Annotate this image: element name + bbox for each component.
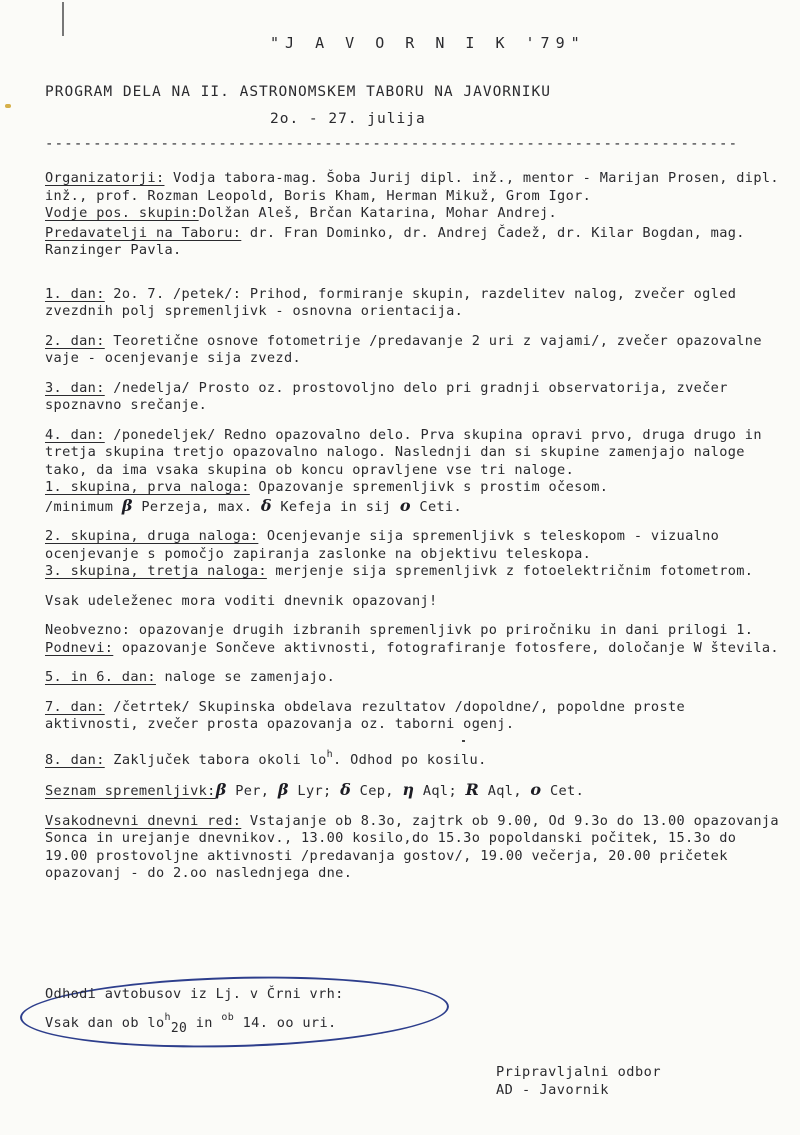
group-2-label: 2. skupina, druga naloga:	[45, 528, 259, 544]
day-7-label: 7. dan:	[45, 698, 105, 715]
day-8-sup: h	[326, 748, 334, 760]
beta-per-symbol: β	[215, 780, 227, 799]
group-leaders-label: Vodje pos. skupin:	[45, 205, 199, 221]
organizers-text: Vodja tabora-mag. Šoba Jurij dipl. inž., mentor - Marijan Prosen, dipl. inž., prof. Rozman Leopold, Boris Kham, Herman Mikuž, Grom Igor.	[45, 170, 779, 204]
signature-block	[496, 1063, 661, 1099]
optional-note: Neobvezno: opazovanje drugih izbranih spremenljivk po priročniku in dani prilogi 1.	[45, 622, 754, 638]
lecturers-label: Predavatelji na Taboru:	[45, 224, 242, 241]
day-2-label: 2. dan:	[45, 332, 105, 349]
variables-paragraph	[45, 781, 785, 801]
organizers-label: Organizatorji:	[45, 170, 165, 186]
group-1-label: 1. skupina, prva naloga:	[45, 479, 250, 495]
bus-sup2: ob	[221, 1012, 235, 1023]
bus-sub: 20	[170, 1021, 188, 1036]
day-4-text: /ponedeljek/ Redno opazovalno delo. Prva skupina opravi prvo, druga drugo in tretja skupina tretjo opazovalno nalogo. Naslednji dan si skupine zamenjajo naloge tako, da ima vsaka skupina ob koncu opravljene vse tri naloge.	[45, 426, 762, 478]
beta-symbol: β	[121, 495, 133, 515]
bus-departures	[45, 983, 344, 1040]
days-5-6-text: naloge se zamenjajo.	[155, 669, 336, 685]
bus-line-2	[45, 1006, 344, 1040]
signature-line-2: AD - Javornik	[496, 1082, 609, 1098]
group-1-line2a: /minimum	[45, 498, 122, 515]
variable-eta-aql: Aql;	[414, 783, 466, 799]
daily-schedule-text: Vstajanje ob 8.3o, zajtrk ob 9.00, Od 9.3o do 13.00 opazovanja Sonca in urejanje dnevnikov., 13.00 kosilo,do 15.3o popoldanski počitek, 15.3o do 19.00 prostovoljne aktivnosti /predavanja gostov/, 19.00 večerja, 20.00 pričetek opazovanj - do 2.oo naslednjega dne.	[45, 812, 779, 881]
day-2-paragraph	[45, 333, 785, 368]
group-2-paragraph	[45, 528, 785, 563]
delta-cep-symbol: δ	[340, 780, 352, 799]
day-7-paragraph	[45, 699, 785, 734]
day-3-label: 3. dan:	[45, 379, 105, 396]
group-3-text: merjenje sija spremenljivk z fotoelektričnim fotometrom.	[266, 563, 754, 579]
separator-line: ------------------------------------------------------------------------	[45, 136, 739, 152]
margin-mark	[62, 2, 64, 36]
day-3-paragraph	[45, 380, 785, 415]
group-2-text: Ocenjevanje sija spremenljivk s teleskopom - vizualno ocenjevanje s pomočjo zapiranja zaslonke na objektivu teleskopa.	[45, 528, 720, 562]
bus-mid: in	[187, 1015, 222, 1031]
group-1-line2c: Kefeja in sij	[271, 498, 400, 515]
day-1-text: 2o. 7. /petek/: Prihod, formiranje skupin, razdelitev nalog, zvečer ogled zvezdnih polj spremenljivk - osnovna orientacija.	[45, 285, 737, 319]
document-body	[45, 170, 785, 883]
eta-aql-symbol: η	[402, 780, 415, 799]
day-1-label: 1. dan:	[45, 285, 105, 302]
variable-lyr: Lyr;	[288, 783, 341, 799]
diary-note: Vsak udeleženec mora voditi dnevnik opazovanj!	[45, 592, 438, 609]
day-1-paragraph	[45, 286, 785, 321]
variable-cep: Cep,	[351, 783, 403, 799]
organizers-paragraph	[45, 170, 785, 205]
variable-per: Per,	[226, 783, 278, 799]
program-dates: 2o. - 27. julija	[270, 111, 426, 127]
bus-pre: Vsak dan ob lo	[45, 1015, 165, 1031]
variable-r-aql: Aql,	[479, 783, 531, 799]
days-5-6-paragraph	[45, 669, 785, 687]
r-aql-symbol: R	[465, 780, 480, 799]
day-3-text: /nedelja/ Prosto oz. prostovoljno delo pri gradnji observatorija, zvečer spoznavno srečanje.	[45, 379, 728, 413]
margin-stain	[5, 104, 11, 108]
lecturers-text: dr. Fran Dominko, dr. Andrej Čadež, dr. Kilar Bogdan, mag. Ranzinger Pavla.	[45, 224, 745, 258]
afternoons-paragraph	[45, 640, 785, 658]
day-8-paragraph	[45, 746, 785, 770]
daily-schedule-label: Vsakodnevni dnevni red:	[45, 812, 242, 829]
program-heading: PROGRAM DELA NA II. ASTRONOMSKEM TABORU NA JAVORNIKU	[45, 84, 551, 100]
daily-schedule-paragraph	[45, 813, 785, 883]
delta-symbol: δ	[260, 495, 272, 515]
omicron-symbol: o	[399, 495, 411, 515]
document-title: "J A V O R N I K '79"	[270, 34, 586, 52]
group-1-paragraph	[45, 479, 785, 516]
group-1-text: Opazovanje spremenljivk s prostim očesom.	[249, 479, 609, 495]
afternoons-text: opazovanje Sončeve aktivnosti, fotografiranje fotosfere, določanje W števila.	[113, 639, 779, 656]
bus-sup: h	[164, 1012, 171, 1023]
variable-cet: Cet.	[541, 783, 585, 799]
day-8-label: 8. dan:	[45, 751, 105, 768]
bus-line-1: Odhodi avtobusov iz Lj. v Črni vrh:	[45, 986, 344, 1002]
signature-line-1: Pripravljalni odbor	[496, 1064, 661, 1080]
day-4-paragraph	[45, 427, 785, 480]
group-leaders-paragraph	[45, 205, 785, 223]
day-8-text2: . Odhod po kosilu.	[333, 751, 487, 768]
day-4-label: 4. dan:	[45, 426, 105, 443]
group-1-line2d: Ceti.	[410, 498, 463, 515]
stray-mark	[462, 740, 465, 742]
day-2-text: Teoretične osnove fotometrije /predavanje 2 uri z vajami/, zvečer opazovalne vaje - ocenjevanje sija zvezd.	[45, 332, 762, 366]
day-8-text: Zaključek tabora okoli lo	[104, 751, 327, 768]
omicron-cet-symbol: o	[530, 780, 542, 799]
variables-label: Seznam spremenljivk:	[45, 783, 216, 799]
group-3-label: 3. skupina, tretja naloga:	[45, 563, 267, 579]
group-3-paragraph	[45, 563, 785, 581]
days-5-6-label: 5. in 6. dan:	[45, 669, 156, 685]
bus-post: 14. oo uri.	[234, 1015, 337, 1031]
group-leaders-text: Dolžan Aleš, Brčan Katarina, Mohar Andrej.	[198, 205, 558, 221]
group-1-line2b: Perzeja, max.	[132, 498, 261, 515]
lecturers-paragraph	[45, 225, 785, 260]
afternoons-label: Podnevi:	[45, 639, 114, 656]
day-7-text: /četrtek/ Skupinska obdelava rezultatov /dopoldne/, popoldne proste aktivnosti, zvečer prosta opazovanja oz. taborni ogenj.	[45, 698, 686, 732]
beta-lyr-symbol: β	[277, 780, 289, 799]
